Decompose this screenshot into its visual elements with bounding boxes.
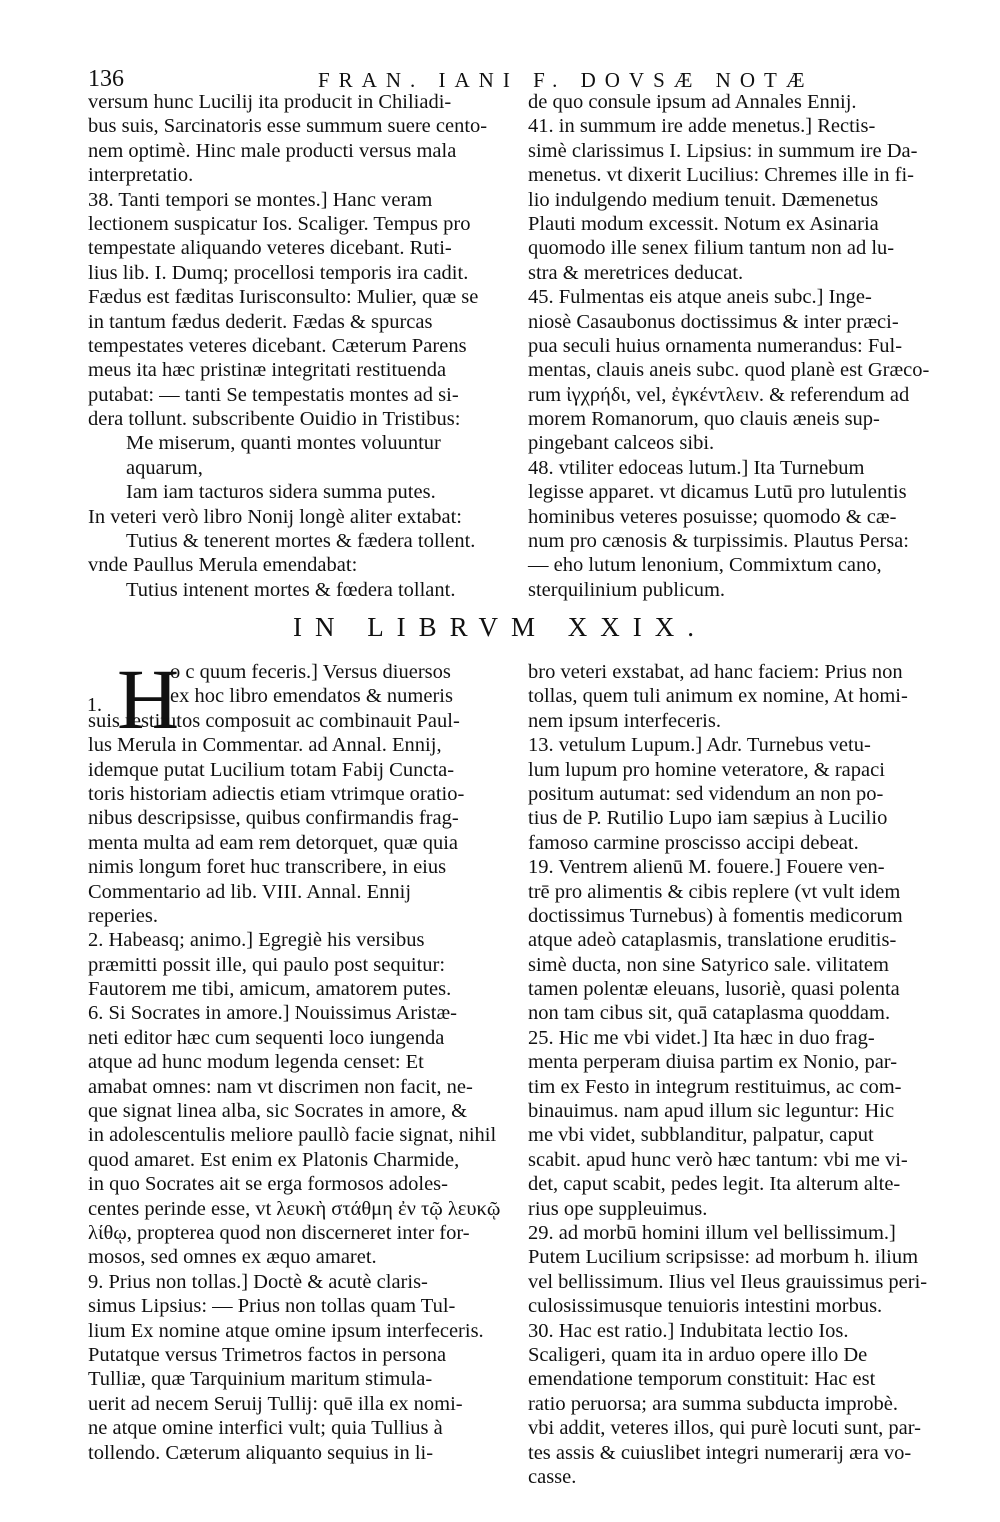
text-line: Tutius intenent mortes & fœdera tollant. xyxy=(126,578,456,601)
text-line: mosos, sed omnes ex æquo amaret. xyxy=(88,1246,377,1269)
text-line: que signat linea alba, sic Socrates in amore, & xyxy=(88,1100,468,1123)
top-left-column xyxy=(88,90,508,602)
text-line: toris historiam adiectis etiam vtrimque oratio- xyxy=(88,782,465,805)
text-line: Tutius & tenerent mortes & fædera tollent. xyxy=(126,530,476,553)
text-line: amabat omnes: nam vt discrimen non facit, ne- xyxy=(88,1075,473,1098)
top-right-column xyxy=(528,90,948,602)
text-line: Plauti modum excessit. Notum ex Asinaria xyxy=(528,212,879,235)
text-line: me vbi videt, subblanditur, palpatur, caput xyxy=(528,1124,874,1147)
text-line: 30. Hac est ratio.] Indubitata lectio Ios. xyxy=(528,1319,849,1342)
text-line: tim ex Festo in integrum restituimus, ac com- xyxy=(528,1075,902,1098)
text-line: nem optimè. Hinc male producti versus mala xyxy=(88,139,457,162)
text-line: 6. Si Socrates in amore.] Nouissimus Aristæ- xyxy=(88,1002,457,1025)
text-line: dera tollunt. subscribente Ouidio in Tristibus: xyxy=(88,408,461,431)
text-line: pingebant calceos sibi. xyxy=(528,432,715,455)
text-line: Tulliæ, quæ Tarquinium maritum stimula- xyxy=(88,1368,433,1391)
text-line: præmitti possit ille, qui paulo post sequitur: xyxy=(88,953,446,976)
text-line: vbi addit, veteres illos, qui purè locuti sunt, par- xyxy=(528,1417,921,1440)
drop-cap-letter: 1. H xyxy=(87,651,180,747)
text-line: nimis longum foret huc transcribere, in eius xyxy=(88,856,447,879)
bottom-left-column xyxy=(88,660,508,1465)
text-line: menetus. vt dixerit Lucilius: Chremes ille in fi- xyxy=(528,164,915,187)
text-line: versum hunc Lucilij ita producit in Chiliadi- xyxy=(88,91,452,113)
text-line: non tam cibus sit, quā cataplasma quoddam. xyxy=(528,1002,891,1025)
text-line: scabit. apud hunc verò hæc tantum: vbi me vi- xyxy=(528,1148,908,1171)
text-line: Scaligeri, quam ita in arduo opere illo De xyxy=(528,1343,868,1366)
page-number: 136 xyxy=(88,66,124,92)
text-line: interpretatio. xyxy=(88,164,194,187)
text-line: lius lib. I. Dumq; procellosi temporis ira cadit. xyxy=(88,261,469,284)
text-line: mentas, clauis aneis subc. quod planè est Græco- xyxy=(528,359,930,382)
text-line: menta multa ad eam rem detorquet, quæ quia xyxy=(88,831,459,854)
text-line: centes perinde esse, vt λευκὴ στάθμη ἐν τῷ λευκῷ xyxy=(88,1197,501,1220)
text-line: 41. in summum ire adde menetus.] Rectis- xyxy=(528,115,876,138)
text-line: Iam iam tacturos sidera summa putes. xyxy=(126,481,436,504)
text-line: Commentario ad lib. VIII. Annal. Ennij xyxy=(88,880,412,903)
text-line: menta perperam diuisa partim ex Nonio, par- xyxy=(528,1051,898,1074)
text-line: bus suis, Sarcinatoris esse summum suere cento- xyxy=(88,115,488,138)
text-line: nem ipsum interfeceris. xyxy=(528,709,721,732)
text-line: binauimus. nam apud illum sic leguntur: Hic xyxy=(528,1100,895,1123)
text-line: tempestates veteres dicebant. Cæterum Parens xyxy=(88,334,467,357)
text-line: Putem Lucilium scripsisse: ad morbum h. ilium xyxy=(528,1246,919,1269)
text-line: famoso carmine proscisso accipi debeat. xyxy=(528,831,859,854)
text-line: stra & meretrices deducat. xyxy=(528,261,744,284)
running-head: FRAN. IANI F. DOVSÆ NOTÆ xyxy=(318,68,814,92)
text-line: quomodo ille senex filium tantum non ad lu- xyxy=(528,237,895,260)
text-line: ratio peruorsa; ara summa subducta improbè. xyxy=(528,1392,899,1415)
text-line: sterquilinium publicum. xyxy=(528,578,726,601)
text-line: putabat: — tanti Se tempestatis montes ad si- xyxy=(88,383,459,406)
text-line: vel bellissimum. Ilius vel Ileus grauissimus peri- xyxy=(528,1270,928,1293)
text-line: uerit ad necem Seruij Tullij: quē illa ex nomi- xyxy=(88,1392,463,1415)
text-line: 25. Hic me vbi videt.] Ita hæc in duo frag- xyxy=(528,1026,875,1049)
text-line: positum autumat: sed videndum an non po- xyxy=(528,782,884,805)
text-line: tollas, quem tuli animum ex nomine, At homi- xyxy=(528,685,908,708)
text-line: Me miserum, quanti montes voluuntur xyxy=(126,432,441,455)
text-line: in adolescentulis meliore paullò facie signat, nihil xyxy=(88,1124,497,1147)
text-line: lus Merula in Commentar. ad Annal. Ennij, xyxy=(88,734,442,757)
text-line: Putatque versus Trimetros factos in persona xyxy=(88,1343,447,1366)
text-line: 45. Fulmentas eis atque aneis subc.] Inge- xyxy=(528,286,872,309)
text-line: 2. Habeasq; animo.] Egregiè his versibus xyxy=(88,929,425,952)
text-line: tius de P. Rutilio Lupo iam sæpius à Lucilio xyxy=(528,807,888,830)
text-line: idemque putat Lucilium totam Fabij Cuncta- xyxy=(88,758,455,781)
text-line: in tantum fædus dederit. Fædas & spurcas xyxy=(88,310,433,333)
text-line: simè clarissimus I. Lipsius: in summum ire Da- xyxy=(528,139,918,162)
text-line: rum ἰγχρήδι, vel, ἐγκέντλειν. & referendum ad xyxy=(528,383,910,406)
text-line: doctissimus Turnebus) à fomentis medicorum xyxy=(528,904,903,927)
text-line: Fautorem me tibi, amicum, amatorem putes. xyxy=(88,978,452,1001)
text-line: culosissimusque tenuioris intestini morbus. xyxy=(528,1295,883,1318)
text-line: simus Lipsius: — Prius non tollas quam Tul- xyxy=(88,1295,456,1318)
text-line: rius ope suppleuimus. xyxy=(528,1197,708,1220)
text-line: de quo consule ipsum ad Annales Ennij. xyxy=(528,91,857,113)
section-heading: IN LIBRVM XXIX. xyxy=(292,612,708,642)
text-line: lectionem suspicatur Ios. Scaliger. Tempus pro xyxy=(88,212,471,235)
text-line: tollendo. Cæterum aliquanto sequius in li- xyxy=(88,1441,434,1464)
text-line: in quo Socrates ait se erga formosos adoles- xyxy=(88,1173,448,1196)
text-line: 29. ad morbū homini illum vel bellissimum.] xyxy=(528,1221,896,1244)
text-line: num pro cænosis & turpissimis. Plautus Persa: xyxy=(528,530,909,553)
text-line: 38. Tanti tempori se montes.] Hanc veram xyxy=(88,188,433,211)
bottom-right-column xyxy=(528,660,948,1489)
text-line: reperies. xyxy=(88,904,158,927)
text-line: nibus descripsisse, quibus confirmandis frag- xyxy=(88,807,459,830)
text-line: 19. Ventrem alienū M. fouere.] Fouere ven- xyxy=(528,856,885,879)
text-line: morem Romanorum, quo clauis æneis sup- xyxy=(528,408,880,431)
text-line: Fædus est fæditas Iurisconsulto: Mulier, quæ se xyxy=(88,286,479,309)
text-line: quod amaret. Est enim ex Platonis Charmide, xyxy=(88,1148,460,1171)
text-line: λίθῳ, propterea quod non discerneret inter for- xyxy=(88,1221,470,1244)
text-line: 48. vtiliter edoceas lutum.] Ita Turnebum xyxy=(528,456,865,479)
text-line: meus ita hæc pristinæ integritati restituenda xyxy=(88,359,447,382)
text-line: In veteri verò libro Nonij longè aliter extabat: xyxy=(88,505,462,528)
text-line: 13. vetulum Lupum.] Adr. Turnebus vetu- xyxy=(528,734,871,757)
text-line: legisse apparet. vt dicamus Lutū pro lutulentis xyxy=(528,481,907,504)
text-line: tes assis & cuiuslibet integri numerarij æra vo- xyxy=(528,1441,912,1464)
text-line: vnde Paullus Merula emendabat: xyxy=(88,554,358,577)
text-line: hominibus veteres posuisse; quomodo & cæ- xyxy=(528,505,897,528)
text-line: — eho lutum lenonium, Commixtum cano, xyxy=(528,554,882,577)
text-line: atque ad hunc modum legenda censet: Et xyxy=(88,1051,424,1074)
text-line: simè ducta, non sine Satyrico sale. vilitatem xyxy=(528,953,889,976)
text-line: lum lupum pro homine veteratore, & rapaci xyxy=(528,758,885,781)
text-line: ex hoc libro emendatos & numeris xyxy=(170,685,453,708)
text-line: o c quum feceris.] Versus diuersos xyxy=(170,661,451,683)
text-line: tempestate aliquando veteres dicebant. Ruti- xyxy=(88,237,452,260)
text-line: 9. Prius non tollas.] Doctè & acutè claris- xyxy=(88,1270,428,1293)
text-line: casse. xyxy=(528,1465,577,1488)
text-line: ne atque omine interfici vult; quia Tullius à xyxy=(88,1417,443,1440)
text-line: bro veteri exstabat, ad hanc faciem: Prius non xyxy=(528,661,903,683)
text-line: lio indulgendo medium tenuit. Dæmenetus xyxy=(528,188,879,211)
text-line: trē pro alimentis & cibis replere (vt vult idem xyxy=(528,880,901,903)
text-line: tamen polentæ eleuans, lusoriè, quasi polenta xyxy=(528,978,900,1001)
text-line: aquarum, xyxy=(126,456,203,479)
text-line: suis restitutos composuit ac combinauit Paul- xyxy=(88,709,460,732)
text-line: pua seculi huius ornamenta numerandus: Ful- xyxy=(528,334,903,357)
text-line: det, caput scabit, pedes legit. Ita alterum alte- xyxy=(528,1173,901,1196)
text-line: emendatione temporum constituit: Hac est xyxy=(528,1368,876,1391)
text-line: lium Ex nomine atque omine ipsum interfeceris. xyxy=(88,1319,484,1342)
text-line: atque adeò cataplasmis, translatione eruditis- xyxy=(528,929,897,952)
text-line: niosè Casaubonus doctissimus & inter præci- xyxy=(528,310,899,333)
text-line: neti editor hæc cum sequenti loco iungenda xyxy=(88,1026,445,1049)
